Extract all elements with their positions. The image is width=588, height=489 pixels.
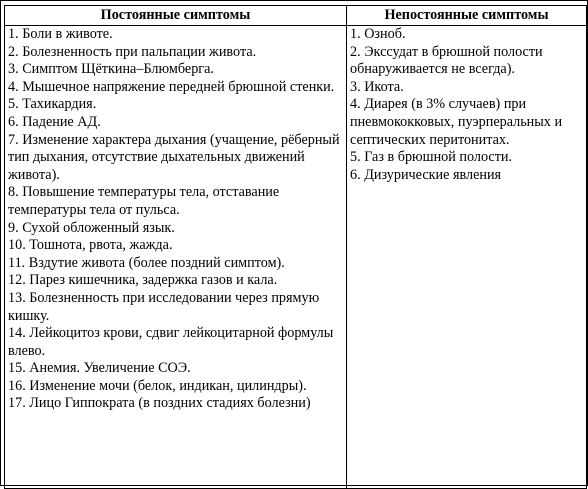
constant-symptom-8: 8. Повышение температуры тела, отставание температуры тела от пульса. bbox=[8, 184, 280, 218]
constant-symptom-15: 15. Анемия. Увеличение СОЭ. bbox=[8, 360, 191, 377]
constant-symptom-1: 1. Боли в животе. bbox=[8, 26, 113, 42]
inconstant-symptoms-cell bbox=[347, 26, 587, 489]
constant-symptom-4: 4. Мышечное напряжение передней брюшной стенки. bbox=[8, 78, 335, 95]
header-row bbox=[5, 6, 587, 26]
constant-symptoms-cell bbox=[5, 26, 347, 489]
constant-symptom-11: 11. Вздутие живота (более поздний симптом). bbox=[8, 254, 285, 271]
constant-symptom-5: 5. Тахикардия. bbox=[8, 96, 97, 113]
inconstant-symptom-1: 1. Озноб. bbox=[350, 26, 406, 42]
inconstant-symptom-5: 5. Газ в брюшной полости. bbox=[350, 149, 513, 166]
constant-symptom-12: 12. Парез кишечника, задержка газов и кала. bbox=[8, 272, 278, 289]
inconstant-symptom-3: 3. Икота. bbox=[350, 78, 404, 95]
inconstant-symptom-4: 4. Диарея (в 3% случаев) при пневмококковых, пуэрперальных и септических перитонитах. bbox=[350, 96, 563, 148]
constant-symptom-2: 2. Болезненность при пальпации живота. bbox=[8, 43, 257, 60]
constant-symptom-13: 13. Болезненность при исследовании через прямую кишку. bbox=[8, 289, 320, 324]
body-row bbox=[5, 26, 587, 489]
symptoms-table bbox=[4, 5, 587, 489]
constant-symptom-7: 7. Изменение характера дыхания (учащение, рёберный тип дыхания, отсутствие дыхательных движений живота). bbox=[8, 131, 340, 183]
constant-symptom-14: 14. Лейкоцитоз крови, сдвиг лейкоцитарной формулы влево. bbox=[8, 325, 334, 359]
inconstant-symptom-6: 6. Дизурические явления bbox=[350, 166, 502, 183]
header-constant-symptoms: Постоянные симптомы bbox=[5, 6, 347, 26]
constant-symptom-16: 16. Изменение мочи (белок, индикан, цилиндры). bbox=[8, 377, 307, 394]
constant-symptom-6: 6. Падение АД. bbox=[8, 113, 101, 130]
inconstant-symptom-2: 2. Экссудат в брюшной полости обнаруживается не всегда). bbox=[350, 43, 543, 78]
constant-symptom-3: 3. Симптом Щёткина–Блюмберга. bbox=[8, 61, 214, 78]
constant-symptom-9: 9. Сухой обложенный язык. bbox=[8, 219, 175, 236]
constant-symptom-17: 17. Лицо Гиппократа (в поздних стадиях болезни) bbox=[8, 395, 311, 412]
header-inconstant-symptoms: Непостоянные симптомы bbox=[347, 6, 587, 26]
constant-symptom-10: 10. Тошнота, рвота, жажда. bbox=[8, 237, 173, 254]
